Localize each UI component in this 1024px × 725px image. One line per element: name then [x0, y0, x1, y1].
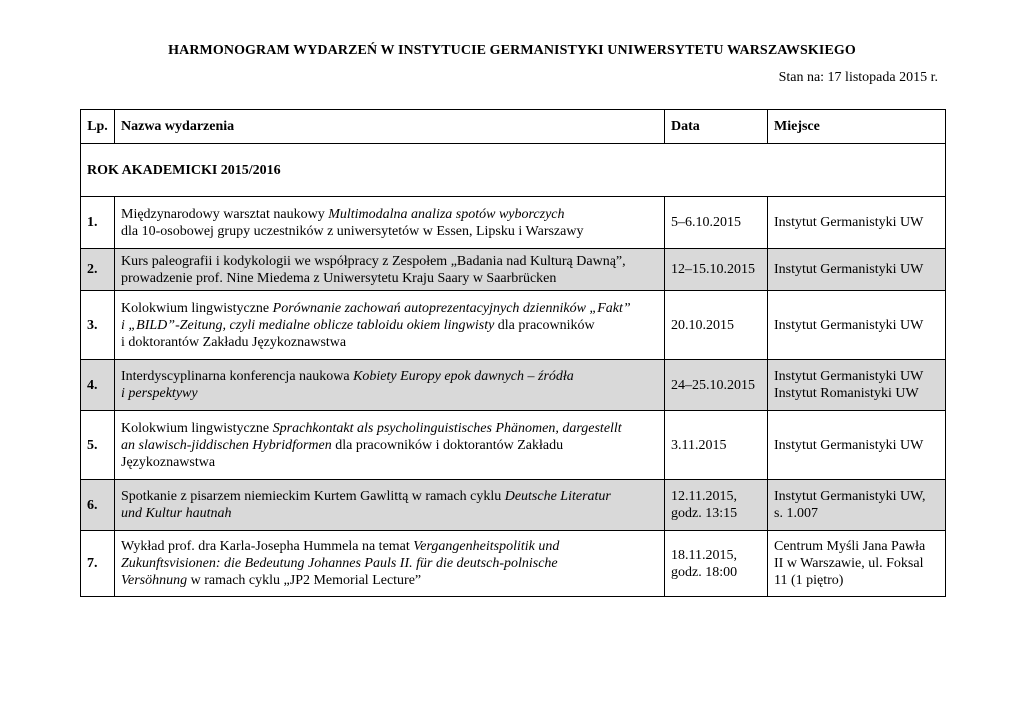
event-date: 12–15.10.2015: [665, 249, 768, 291]
document-title: HARMONOGRAM WYDARZEŃ W INSTYTUCIE GERMANISTYKI UNIWERSYTETU WARSZAWSKIEGO: [168, 43, 856, 58]
event-place: Instytut Germanistyki UW Instytut Romanistyki UW: [768, 360, 946, 411]
table-row: [81, 197, 946, 249]
events-table: [80, 109, 946, 597]
italic-title: Deutsche Literatur und Kultur hautnah: [121, 489, 611, 521]
section-title: ROK AKADEMICKI 2015/2016: [81, 144, 946, 197]
event-place: Instytut Germanistyki UW, s. 1.007: [768, 480, 946, 531]
italic-title: Kobiety Europy epok dawnych – źródła i perspektywy: [121, 369, 574, 401]
event-place: Instytut Germanistyki UW: [768, 249, 946, 291]
event-date: 18.11.2015, godz. 18:00: [665, 531, 768, 597]
table-row: [81, 531, 946, 597]
table-row: [81, 480, 946, 531]
row-number: 1.: [81, 197, 115, 249]
header-lp: Lp.: [81, 110, 115, 144]
event-date: 20.10.2015: [665, 291, 768, 360]
row-number: 2.: [81, 249, 115, 291]
event-date: 3.11.2015: [665, 411, 768, 480]
table-row: [81, 360, 946, 411]
event-place: Instytut Germanistyki UW: [768, 197, 946, 249]
event-name: Kolokwium lingwistyczne Porównanie zachowań autoprezentacyjnych dzienników „Fakt” i „BILD”-Zeitung, czyli medialne oblicze tabloidu okiem lingwisty dla pracowników i doktorantów Zakładu Językoznawstwa: [115, 291, 665, 360]
italic-title: Vergangenheitspolitik und Zukunftsvisionen: die Bedeutung Johannes Pauls II. für die deutsch-polnische Versöhnung: [121, 539, 560, 588]
row-number: 5.: [81, 411, 115, 480]
event-name: Kurs paleografii i kodykologii we współpracy z Zespołem „Badania nad Kulturą Dawną”, prowadzenie prof. Nine Miedema z Uniwersytetu Kraju Saary w Saarbrücken: [115, 249, 665, 291]
italic-title: Multimodalna analiza spotów wyborczych: [328, 206, 565, 222]
italic-title: Porównanie zachowań autoprezentacyjnych dzienników „Fakt” i „BILD”-Zeitung, czyli medialne oblicze tabloidu okiem lingwisty: [121, 300, 631, 333]
row-number: 6.: [81, 480, 115, 531]
header-name: Nazwa wydarzenia: [115, 110, 665, 144]
status-date: Stan na: 17 listopada 2015 r.: [778, 70, 938, 85]
event-name: Międzynarodowy warsztat naukowy Multimodalna analiza spotów wyborczych dla 10-osobowej grupy uczestników z uniwersytetów w Essen, Lipsku i Warszawy: [115, 197, 665, 249]
table-header-row: [81, 110, 946, 144]
italic-title: Sprachkontakt als psycholinguistisches Phänomen, dargestellt an slawisch-jiddischen Hybridformen: [121, 420, 622, 453]
event-date: 5–6.10.2015: [665, 197, 768, 249]
table-row: [81, 291, 946, 360]
event-date: 24–25.10.2015: [665, 360, 768, 411]
event-name: Interdyscyplinarna konferencja naukowa Kobiety Europy epok dawnych – źródła i perspektywy: [115, 360, 665, 411]
section-row: [81, 144, 946, 197]
event-place: Instytut Germanistyki UW: [768, 411, 946, 480]
table-row: [81, 411, 946, 480]
event-date: 12.11.2015, godz. 13:15: [665, 480, 768, 531]
header-place: Miejsce: [768, 110, 946, 144]
event-name: Spotkanie z pisarzem niemieckim Kurtem Gawlittą w ramach cyklu Deutsche Literatur und Kultur hautnah: [115, 480, 665, 531]
event-place: Instytut Germanistyki UW: [768, 291, 946, 360]
table-row: [81, 249, 946, 291]
row-number: 4.: [81, 360, 115, 411]
event-place: Centrum Myśli Jana Pawła II w Warszawie, ul. Foksal 11 (1 piętro): [768, 531, 946, 597]
header-date: Data: [665, 110, 768, 144]
event-name: Kolokwium lingwistyczne Sprachkontakt als psycholinguistisches Phänomen, dargestellt an slawisch-jiddischen Hybridformen dla pracowników i doktorantów Zakładu Językoznawstwa: [115, 411, 665, 480]
event-name: Wykład prof. dra Karla-Josepha Hummela na temat Vergangenheitspolitik und Zukunftsvisionen: die Bedeutung Johannes Pauls II. für die deutsch-polnische Versöhnung w ramach cyklu „JP2 Memorial Lecture”: [115, 531, 665, 597]
row-number: 3.: [81, 291, 115, 360]
row-number: 7.: [81, 531, 115, 597]
